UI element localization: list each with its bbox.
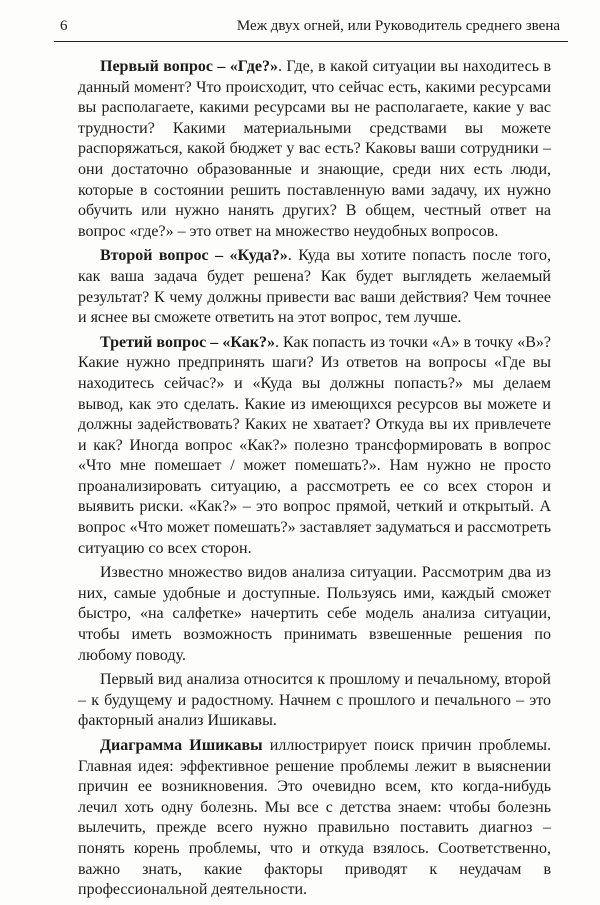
paragraph-ishikawa [78,736,551,901]
running-title: Меж двух огней, или Руководитель среднего звена [236,18,560,34]
paragraph-first-type [78,670,551,732]
paragraph-text: . Куда вы хотите попасть после того, как ваша задача будет решена? Как будет выглядеть желаемый результат? К чему должны привести вас ваши действия? Чем точнее и яснее вы сможете ответить на этот вопрос, тем лучше. [78,247,552,327]
paragraph-how [78,333,551,560]
paragraph-text: Первый вид анализа относится к прошлому и печальному, второй – к будущему и радостному. Начнем с прошлого и печального – это факторный анализ Ишикавы. [78,671,551,730]
paragraph-lead: Третий вопрос – «Как?» [100,333,275,351]
paragraph-text: . Как попасть из точки «А» в точку «В»? Какие нужно предпринять шаги? Из ответов на вопросы «Где вы находитесь сейчас?» и «Куда вы должны попасть?» мы делаем вывод, как это сделать. Какие из имеющихся ресурсов вы можете и должны задействовать? Каких не хватает? Откуда вы их привлечете и как? Иногда вопрос «Как?» полезно трансформировать в вопрос «Что мне помешает / может помешать?». Нам нужно не просто проанализировать ситуацию, а рассмотреть ее со всех сторон и выявить риски. «Как?» – это вопрос прямой, четкий и открытый. А вопрос «Что может помешать?» заставляет задуматься и рассмотреть ситуацию со всех сторон. [78,333,551,557]
paragraph-analysis-types [78,563,551,666]
paragraph-lead: Второй вопрос – «Куда?» [100,247,288,265]
paragraph-lead: Диаграмма Ишикавы [100,737,263,754]
paragraph-text: Известно множество видов анализа ситуации. Рассмотрим два из них, самые удобные и доступные. Пользуясь ими, каждый сможет быстро, «на салфетке» начертить себе модель анализа ситуации, чтобы иметь возможность принимать взвешенные решения по любому поводу. [78,564,551,664]
paragraph-where [78,57,551,242]
header-rule [54,41,568,42]
paragraph-text: иллюстрирует поиск причин проблемы. Главная идея: эффективное решение проблемы лежит в выяснении причин ее возникновения. Это очевидно всем, кто когда-нибудь лечил хоть одну болезнь. Мы все с детства знаем: чтобы болезнь вылечить, прежде всего нужно правильно поставить диагноз – понять корень проблемы, что и откуда взялось. Соответственно, важно знать, какие факторы приводят к неудачам в профессиональной деятельности. [78,737,551,899]
paragraph-text: . Где, в какой ситуации вы находитесь в данный момент? Что происходит, что сейчас есть, какими ресурсами вы располагаете, какими ресурсами вы не располагаете, какие у вас трудности? Какими материальными средствами вы можете распоряжаться, какой бюджет у вас есть? Каковы ваши сотрудники – они достаточно образованные и знающие, среди них есть люди, которые в состоянии решить поставленную вами задачу, их нужно обучить или нужно нанять других? В общем, честный ответ на вопрос «где?» – это ответ на множество неудобных вопросов. [78,58,551,240]
page-body [78,57,551,905]
paragraph-where-to [78,246,551,328]
running-header [54,18,564,42]
page-number: 6 [60,18,68,34]
paragraph-lead: Первый вопрос – «Где?» [100,58,278,75]
